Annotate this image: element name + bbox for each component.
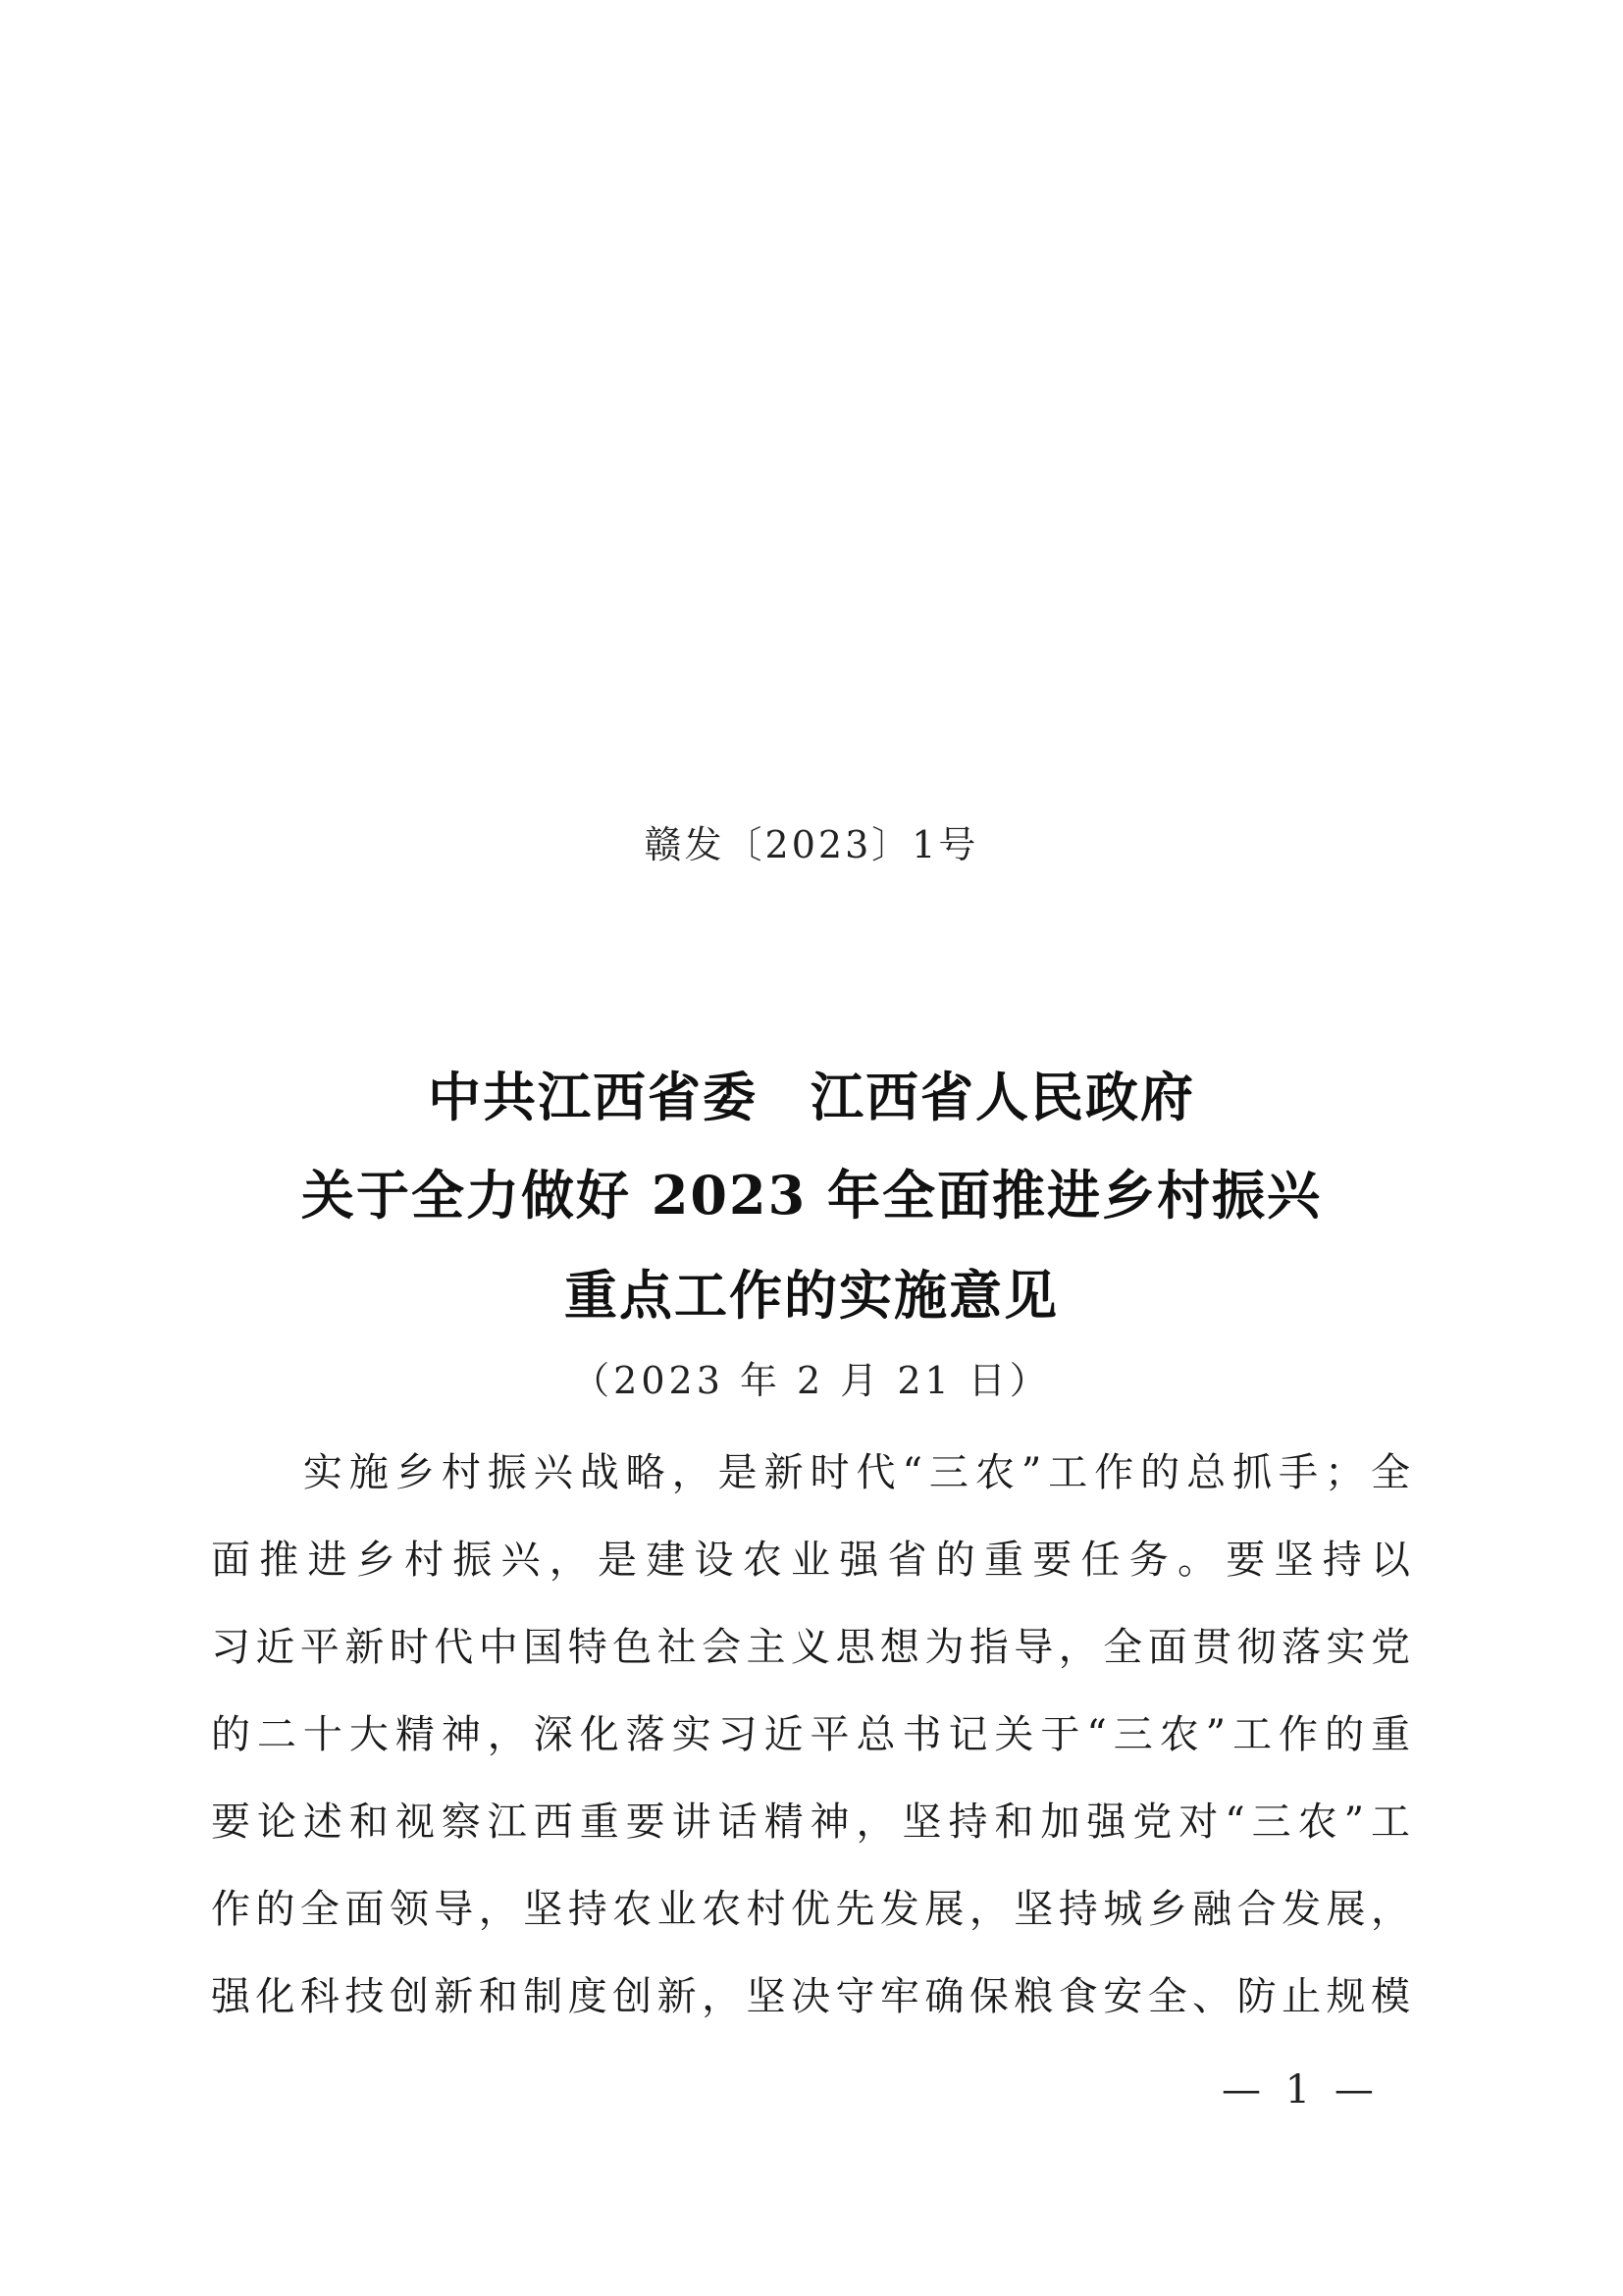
body-line-6: 作的全面领导，坚持农业农村优先发展，坚持城乡融合发展， <box>211 1887 1410 1932</box>
body-line-1: 实施乡村振兴战略，是新时代“三农”工作的总抓手；全 <box>211 1450 1410 1495</box>
issue-date: （2023 年 2 月 21 日） <box>572 1359 1051 1402</box>
title-line-1 <box>0 1068 1623 1126</box>
title-line-3: 重点工作的实施意见 <box>564 1264 1059 1327</box>
title-issuer-government: 江西省人民政府 <box>811 1066 1195 1128</box>
page-number: — 1 — <box>1222 2067 1380 2113</box>
body-line-4: 的二十大精神，深化落实习近平总书记关于“三农”工作的重 <box>211 1712 1410 1757</box>
document-number: 赣发〔2023〕1号 <box>644 823 979 866</box>
body-line-2: 面推进乡村振兴，是建设农业强省的重要任务。要坚持以 <box>211 1538 1410 1583</box>
body-line-5: 要论述和视察江西重要讲话精神，坚持和加强党对“三农”工 <box>211 1800 1410 1845</box>
title-issuer-party: 中共江西省委 <box>428 1066 758 1128</box>
body-line-7: 强化科技创新和制度创新，坚决守牢确保粮食安全、防止规模 <box>211 1974 1410 2019</box>
body-line-3: 习近平新时代中国特色社会主义思想为指导，全面贯彻落实党 <box>211 1625 1410 1670</box>
title-line-2: 关于全力做好 2023 年全面推进乡村振兴 <box>301 1164 1322 1226</box>
body-paragraph <box>211 1448 1410 2060</box>
